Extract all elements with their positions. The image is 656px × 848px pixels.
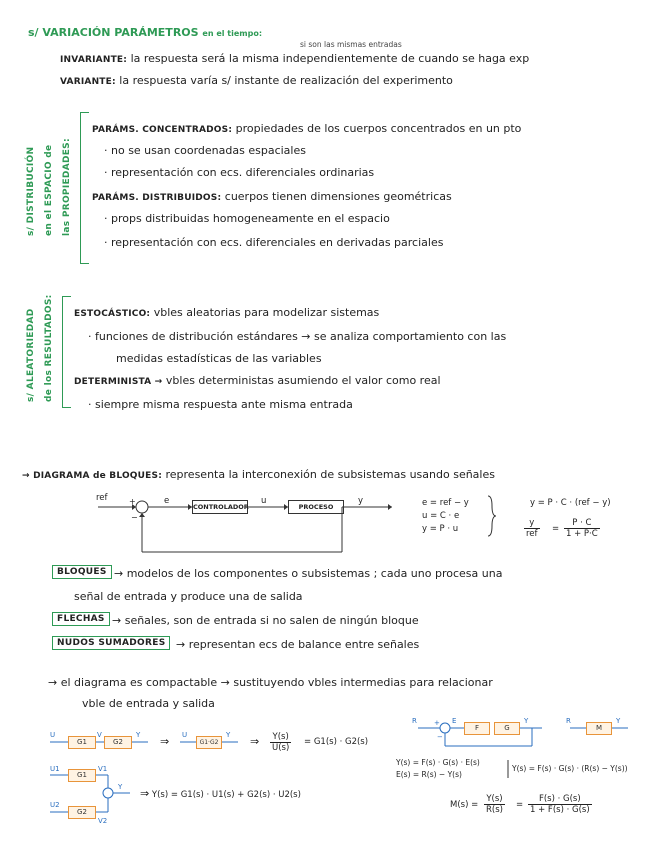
implies-arrow: ⇒ <box>140 787 150 800</box>
fraction-den: R(s) <box>486 805 503 815</box>
fraction-den: 1 + F(s) · G(s) <box>530 805 590 815</box>
signal-u1: U1 <box>50 765 60 773</box>
distribuidos-text: cuerpos tienen dimensiones geométricas <box>224 190 452 203</box>
fraction-den: U(s) <box>272 743 290 753</box>
signal-u2: U2 <box>50 801 60 809</box>
variante-label: VARIANTE: <box>60 77 116 87</box>
fraction-num: F(s) · G(s) <box>528 794 592 805</box>
signal-y: Y <box>136 731 141 739</box>
implies-arrow: ⇒ <box>160 735 170 748</box>
result-1: = G1(s) · G2(s) <box>304 737 369 747</box>
side-label-2: de los RESULTADOS: <box>44 294 54 402</box>
signal-y: Y <box>616 717 621 725</box>
legend-bloques-text2: señal de entrada y produce una de salida <box>74 590 303 603</box>
estocastico-text: vbles aleatorias para modelizar sistemas <box>153 306 380 319</box>
concentrados-text: propiedades de los cuerpos concentrados en un pto <box>235 122 522 135</box>
signal-v2: V2 <box>98 817 108 825</box>
fraction <box>528 794 592 815</box>
fraction <box>524 518 540 539</box>
concentrados-label: PARÁMS. CONCENTRADOS: <box>92 125 233 135</box>
diagram-intro-text: representa la interconexión de subsistemas usando señales <box>165 468 495 481</box>
determinista-label: DETERMINISTA → <box>74 377 163 387</box>
legend-flechas-text: → señales, son de entrada si no salen de ningún bloque <box>112 614 419 627</box>
annotation-note: si son las mismas entradas <box>300 40 402 49</box>
signal-u: u <box>261 496 267 506</box>
distribuidos-label: PARÁMS. DISTRIBUIDOS: <box>92 193 222 203</box>
side-label-1: s/ ALEATORIEDAD <box>26 308 36 402</box>
legend-nudos: NUDOS SUMADORES <box>52 636 170 650</box>
plus-sign: + <box>434 719 440 727</box>
fraction-num: y <box>524 518 540 529</box>
bullet: · representación con ecs. diferenciales ordinarias <box>104 166 375 179</box>
invariante-text: la respuesta será la misma independientemente de cuando se haga exp <box>130 52 530 65</box>
legend-bloques-text: → modelos de los componentes o subsistemas ; cada uno procesa una <box>114 567 503 580</box>
signal-y: y <box>358 496 364 506</box>
signal-y: Y <box>524 717 529 725</box>
block-f: F <box>464 722 490 735</box>
equation: u = C · e <box>422 511 460 521</box>
determinista-text: vbles deterministas asumiendo el valor como real <box>165 374 441 387</box>
equation: y = P · u <box>422 524 459 534</box>
implies-arrow: ⇒ <box>250 735 260 748</box>
fraction <box>270 732 291 753</box>
compact-line2: vble de entrada y salida <box>82 697 215 710</box>
fraction-num: Y(s) <box>270 732 291 743</box>
signal-y: Y <box>226 731 231 739</box>
signal-y: Y <box>118 783 123 791</box>
block-g2: G2 <box>68 806 96 819</box>
signal-v1: V1 <box>98 765 108 773</box>
fraction <box>564 518 600 539</box>
title-main: s/ VARIACIÓN PARÁMETROS <box>28 26 199 39</box>
plus-sign: + <box>129 497 136 506</box>
m-lhs: M(s) = <box>450 800 479 810</box>
legend-bloques: BLOQUES <box>52 565 112 579</box>
compact-line1: → el diagrama es compactable → sustituyendo vbles intermedias para relacionar <box>48 676 493 689</box>
bullet: · representación con ecs. diferenciales en derivadas parciales <box>104 236 444 249</box>
equation: y = P · C · (ref − y) <box>530 498 611 508</box>
minus-sign: − <box>131 513 138 522</box>
legend-nudos-text: → representan ecs de balance entre señales <box>176 638 420 651</box>
side-label-3: las PROPIEDADES: <box>62 138 72 236</box>
equals: = <box>552 524 560 534</box>
signal-r: R <box>566 717 571 725</box>
block-g1: G1 <box>68 769 96 782</box>
equation: E(s) = R(s) − Y(s) <box>396 770 462 779</box>
fraction <box>484 794 505 815</box>
result-2-text: Y(s) = G1(s) · U1(s) + G2(s) · U2(s) <box>151 790 301 800</box>
diagram-intro-label: → DIAGRAMA de BLOQUES: <box>22 471 162 481</box>
equals: = <box>516 800 524 810</box>
fraction-num: P · C <box>564 518 600 529</box>
legend-flechas: FLECHAS <box>52 612 110 626</box>
block-g2: G2 <box>104 736 132 749</box>
signal-ref: ref <box>96 493 108 503</box>
side-label-2: en el ESPACIO de <box>44 144 54 236</box>
bullet-cont: medidas estadísticas de las variables <box>116 352 322 365</box>
title-small: en el tiempo: <box>202 29 263 38</box>
block-g1g2: G1·G2 <box>196 736 222 749</box>
bullet: · props distribuidas homogeneamente en el espacio <box>104 212 390 225</box>
result-2 <box>140 788 301 801</box>
signal-e: e <box>164 496 170 506</box>
minus-sign: − <box>437 733 443 741</box>
fraction-den: ref <box>526 529 538 539</box>
bullet: · siempre misma respuesta ante misma entrada <box>88 398 353 411</box>
process-block: PROCESO <box>288 500 344 514</box>
variante-text: la respuesta varía s/ instante de realización del experimento <box>119 74 453 87</box>
signal-v: V <box>97 731 102 739</box>
bullet: · funciones de distribución estándares → se analiza comportamiento con las <box>88 330 507 343</box>
signal-u: U <box>50 731 56 739</box>
signal-e: E <box>452 717 457 725</box>
block-g1: G1 <box>68 736 96 749</box>
equation: e = ref − y <box>422 498 469 508</box>
equation: Y(s) = F(s) · G(s) · E(s) <box>396 758 480 767</box>
controller-block: CONTROLADOR <box>192 500 248 514</box>
invariante-label: INVARIANTE: <box>60 55 128 65</box>
equation: Y(s) = F(s) · G(s) · (R(s) − Y(s)) <box>512 764 628 773</box>
bullet: · no se usan coordenadas espaciales <box>104 144 306 157</box>
block-g: G <box>494 722 520 735</box>
estocastico-label: ESTOCÁSTICO: <box>74 309 151 319</box>
signal-r: R <box>412 717 417 725</box>
block-m: M <box>586 722 612 735</box>
side-label-1: s/ DISTRIBUCIÓN <box>26 146 36 236</box>
fraction-num: Y(s) <box>484 794 505 805</box>
signal-u: U <box>182 731 188 739</box>
fraction-den: 1 + P·C <box>566 529 598 539</box>
